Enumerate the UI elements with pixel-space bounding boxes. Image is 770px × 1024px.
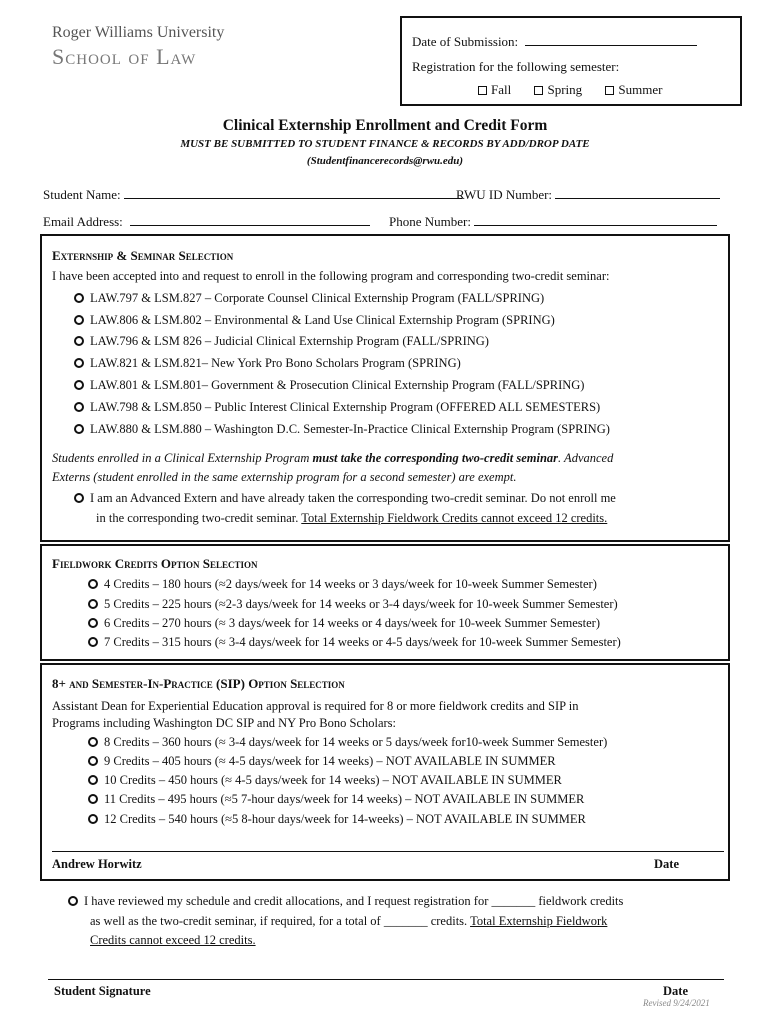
student-signature-line[interactable] — [48, 979, 724, 980]
radio-icon — [88, 756, 98, 766]
externship-heading: Externship & Seminar Selection — [52, 248, 234, 263]
date-field[interactable] — [525, 34, 697, 46]
seminar-note: Students enrolled in a Clinical Externship Program must take the corresponding two-credit seminar. Advanced — [52, 451, 614, 465]
attestation-line2: as well as the two-credit seminar, if required, for a total of _______ credits. Total Externship Fieldwork — [90, 914, 608, 928]
fieldwork-option[interactable]: 4 Credits – 180 hours (≈2 days/week for 14 weeks or 3 days/week for 10-week Summer Semester) — [88, 577, 597, 592]
sip-intro: Assistant Dean for Experiential Education approval is required for 8 or more fieldwork credits and SIP in — [52, 699, 579, 713]
fieldwork-option[interactable]: 6 Credits – 270 hours (≈ 3 days/week for 14 weeks or 4 days/week for 10-week Summer Semester) — [88, 616, 600, 631]
sip-option[interactable]: 8 Credits – 360 hours (≈ 3-4 days/week for 14 weeks or 5 days/week for10-week Summer Semester) — [88, 735, 607, 750]
rwu-id-field[interactable] — [555, 187, 720, 199]
approver-name: Andrew Horwitz — [52, 857, 142, 871]
radio-icon — [68, 896, 78, 906]
externship-option[interactable]: LAW.797 & LSM.827 – Corporate Counsel Clinical Externship Program (FALL/SPRING) — [74, 291, 544, 306]
sip-option[interactable]: 9 Credits – 405 hours (≈ 4-5 days/week for 14 weeks) – NOT AVAILABLE IN SUMMER — [88, 754, 556, 769]
radio-icon — [74, 336, 84, 346]
advanced-extern-option[interactable]: I am an Advanced Extern and have already taken the corresponding two-credit seminar. Do not enroll me — [74, 491, 616, 506]
student-name-field[interactable] — [124, 187, 462, 199]
student-name-label: Student Name: — [43, 187, 121, 202]
student-signature-label: Student Signature — [54, 984, 151, 998]
seminar-note-line2: Externs (student enrolled in the same externship program for a second semester) are exempt. — [52, 470, 517, 484]
radio-icon — [88, 599, 98, 609]
fieldwork-option[interactable]: 7 Credits – 315 hours (≈ 3-4 days/week for 14 weeks or 4-5 days/week for 10-week Summer Semester) — [88, 635, 621, 650]
approval-signature-line[interactable] — [52, 851, 724, 852]
radio-icon — [88, 814, 98, 824]
submission-email: (Studentfinancerecords@rwu.edu) — [306, 155, 464, 167]
radio-icon — [74, 293, 84, 303]
radio-icon — [74, 380, 84, 390]
rwu-id-label: RWU ID Number: — [456, 187, 553, 202]
sip-option[interactable]: 10 Credits – 450 hours (≈ 4-5 days/week for 14 weeks) – NOT AVAILABLE IN SUMMER — [88, 773, 562, 788]
sip-section — [40, 663, 730, 881]
logo-school: School of Law — [52, 44, 197, 69]
radio-icon — [88, 794, 98, 804]
radio-icon — [88, 637, 98, 647]
student-date-label: Date — [663, 984, 688, 998]
email-field[interactable] — [130, 214, 370, 226]
advanced-extern-note: in the corresponding two-credit seminar. Total Externship Fieldwork Credits cannot exceed 12 credits. — [96, 511, 608, 525]
sip-option[interactable]: 12 Credits – 540 hours (≈5 8-hour days/week for 14-weeks) – NOT AVAILABLE IN SUMMER — [88, 812, 586, 827]
sip-intro-line2: Programs including Washington DC SIP and NY Pro Bono Scholars: — [52, 716, 397, 730]
submission-box — [400, 16, 742, 106]
phone-field[interactable] — [474, 214, 717, 226]
sip-heading: 8+ and Semester-In-Practice (SIP) Option Selection — [52, 676, 345, 691]
radio-icon — [74, 493, 84, 503]
externship-option[interactable]: LAW.821 & LSM.821– New York Pro Bono Scholars Program (SPRING) — [74, 356, 461, 371]
phone-label: Phone Number: — [389, 214, 471, 229]
radio-icon — [74, 402, 84, 412]
fieldwork-option[interactable]: 5 Credits – 225 hours (≈2-3 days/week for 14 weeks or 3-4 days/week for 10-week Summer Semester) — [88, 597, 618, 612]
externship-option[interactable]: LAW.801 & LSM.801– Government & Prosecution Clinical Externship Program (FALL/SPRING) — [74, 378, 584, 393]
radio-icon — [74, 424, 84, 434]
date-label: Date of Submission: — [412, 34, 519, 49]
logo-university: Roger Williams University — [52, 24, 225, 41]
attestation-line3: Credits cannot exceed 12 credits. — [90, 933, 256, 947]
externship-intro: I have been accepted into and request to enroll in the following program and corresponding two-credit seminar: — [52, 269, 610, 283]
approval-date-label: Date — [654, 857, 679, 871]
radio-icon — [88, 579, 98, 589]
fall-checkbox[interactable]: Fall — [478, 82, 511, 97]
radio-icon — [88, 618, 98, 628]
submission-instruction: MUST BE SUBMITTED TO STUDENT FINANCE & RECORDS BY ADD/DROP DATE — [180, 138, 590, 150]
form-title: Clinical Externship Enrollment and Credit Form — [222, 117, 548, 134]
externship-option[interactable]: LAW.806 & LSM.802 – Environmental & Land Use Clinical Externship Program (SPRING) — [74, 313, 555, 328]
radio-icon — [74, 358, 84, 368]
attestation-option[interactable]: I have reviewed my schedule and credit allocations, and I request registration for _______ fieldwork credits — [68, 894, 623, 909]
revised-date: Revised 9/24/2021 — [643, 998, 710, 1008]
externship-section — [40, 234, 730, 542]
fieldwork-section — [40, 544, 730, 661]
sip-option[interactable]: 11 Credits – 495 hours (≈5 7-hour days/week for 14 weeks) – NOT AVAILABLE IN SUMMER — [88, 792, 584, 807]
externship-option[interactable]: LAW.798 & LSM.850 – Public Interest Clinical Externship Program (OFFERED ALL SEMESTERS) — [74, 400, 600, 415]
externship-option[interactable]: LAW.796 & LSM 826 – Judicial Clinical Externship Program (FALL/SPRING) — [74, 334, 489, 349]
radio-icon — [88, 737, 98, 747]
radio-icon — [74, 315, 84, 325]
spring-checkbox[interactable]: Spring — [534, 82, 582, 97]
email-label: Email Address: — [43, 214, 123, 229]
externship-option[interactable]: LAW.880 & LSM.880 – Washington D.C. Semester-In-Practice Clinical Externship Program (SPRING) — [74, 422, 610, 437]
fieldwork-heading: Fieldwork Credits Option Selection — [52, 556, 258, 571]
radio-icon — [88, 775, 98, 785]
registration-label: Registration for the following semester: — [412, 59, 620, 74]
summer-checkbox[interactable]: Summer — [605, 82, 662, 97]
